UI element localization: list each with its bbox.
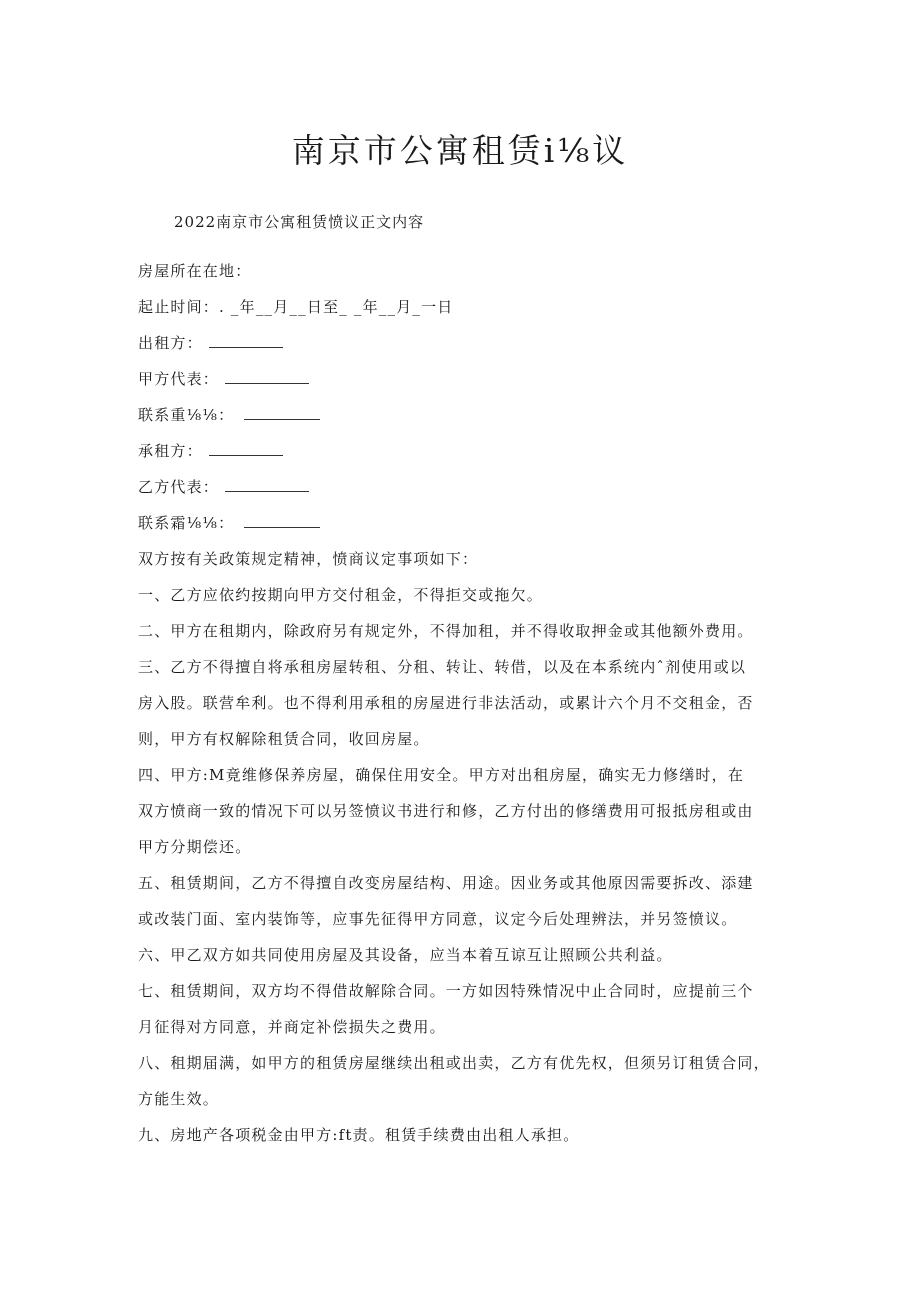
field-period: 起止时间：. _年__月__日至_ _年__月_一日 [138,298,454,316]
field-party-b-rep [138,475,309,499]
paragraph-line: 五、租赁期间，乙方不得擅自改变房屋结构、用途。因业务或其他原因需要拆改、添建 [138,874,754,892]
fill-blank [225,369,309,384]
field-label: 承租方： [138,442,203,460]
document-subtitle: 2022南京市公寓租赁愤议正文内容 [174,213,425,231]
field-party-b-contact [138,511,320,535]
field-label: 联系霜⅛⅛： [138,514,235,532]
fill-blank [209,333,283,348]
document-title: 南京市公寓租赁i⅛议 [291,131,629,170]
field-label: 联系重⅛⅛： [138,406,235,424]
paragraph-line: 一、乙方应依约按期向甲方交付租金，不得拒交或拖欠。 [138,586,544,604]
paragraph-line: 甲方分期偿还。 [138,838,252,856]
paragraph-line: 三、乙方不得擅自将承租房屋转租、分租、转让、转借，以及在本系统内ˆ剂使用或以 [138,658,747,676]
paragraph-intro: 双方按有关政策规定精神，愤商议定事项如下： [138,550,479,568]
paragraph-line: 则，甲方有权解除租赁合同，收回房屋。 [138,730,430,748]
paragraph-line: 四、甲方:M竟维修保养房屋，确保住用安全。甲方对出租房屋，确实无力修缮时，在 [138,766,745,784]
paragraph-line: 九、房地产各项税金由甲方:ft责。租赁手续费由出租人承担。 [138,1126,580,1144]
paragraph-line: 六、甲乙双方如共同使用房屋及其设备，应当本着互谅互让照顾公共利益。 [138,946,673,964]
paragraph-line: 方能生效。 [138,1090,220,1108]
fill-blank [209,441,283,456]
field-label: 乙方代表： [138,478,220,496]
paragraph-line: 七、租赁期间，双方均不得借故解除合同。一方如因特殊情况中止合同时，应提前三个 [138,982,754,1000]
fill-blank [225,477,309,492]
paragraph-line: 月征得对方同意，并商定补偿损失之费用。 [138,1018,446,1036]
paragraph-line: 房入股。联营牟利。也不得利用承租的房屋进行非法活动，或累计六个月不交租金，否 [138,694,754,712]
field-location: 房屋所在在地： [138,262,252,280]
field-lessee [138,439,283,463]
field-label: 出租方： [138,334,203,352]
field-party-a-contact [138,403,320,427]
field-lessor [138,331,283,355]
fill-blank [244,513,320,528]
paragraph-line: 或改装门面、室内装饰等，应事先征得甲方同意，议定今后处理辨法，并另签愤议。 [138,910,738,928]
field-party-a-rep [138,367,309,391]
paragraph-line: 二、甲方在租期内，除政府另有规定外，不得加租，并不得收取押金或其他额外费用。 [138,622,754,640]
fill-blank [244,405,320,420]
paragraph-line: 八、租期届满，如甲方的租赁房屋继续出租或出卖，乙方有优先权，但须另订租赁合同， [138,1054,770,1072]
field-label: 甲方代表： [138,370,220,388]
paragraph-line: 双方愤商一致的情况下可以另签愤议书进行和修，乙方付出的修缮费用可报抵房租或由 [138,802,754,820]
